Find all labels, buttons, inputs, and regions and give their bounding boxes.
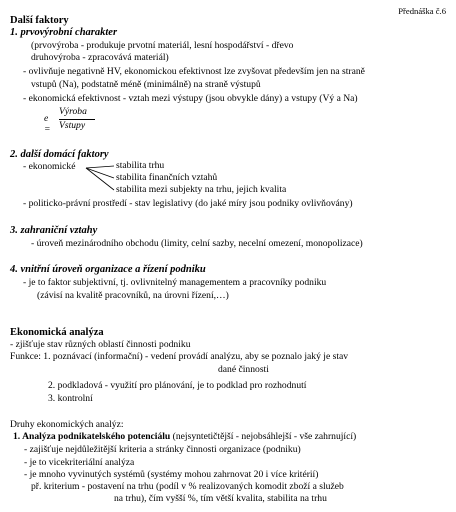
section-3-heading: 3. zahraniční vztahy [10,225,98,236]
page-title: Další faktory [10,15,69,26]
analysis-line: dané činnosti [218,364,269,375]
formula-denominator: Vstupy [59,120,86,131]
section-1-line: druhovýroba - zpracovává materiál) [31,52,169,63]
type-1-bullet: na trhu), čím vyšší %, tím větší kvalita, stabilita na trhu [114,493,327,504]
type-1 [13,432,356,443]
sub-item: stabilita finančních vztahů [116,172,218,183]
section-3-item: - úroveň mezinárodního obchodu (limity, celní sazby, necelní omezení, monopolizace) [31,238,363,249]
sub-item: stabilita trhu [116,160,165,171]
types-intro: Druhy ekonomických analýz: [10,419,124,430]
section-4-line: - je to faktor subjektivní, tj. ovlivnitelný managementem a pracovníky podniku [23,277,327,288]
analysis-line: 2. podkladová - využití pro plánování, je to podklad pro rozhodnutí [48,380,307,391]
lecture-number: Přednáška č.6 [398,6,446,16]
section-1-line: vstupů (Na), podstatně méně (minimálně) na straně výstupů [31,79,261,90]
sub-item: stabilita mezi subjekty na trhu, jejich kvalita [116,184,287,195]
section-2-item: - ekonomické [23,161,76,172]
section-1-line: (prvovýroba - produkuje prvotní materiál, lesní hospodářství - dřevo [31,40,294,51]
type-1-bullet: - je mnoho vyvinutých systémů (systémy mohou zahrnovat 20 i více kritérií) [24,469,319,480]
formula-lhs: e = [44,113,51,135]
section-2-item: - politicko-právní prostředí - stav legislativy (do jaké míry jsou podniky ovlivňovány) [23,198,353,209]
type-1-bullet: - zajišťuje nejdůležitější kriteria a stránky činnosti organizace (podniku) [24,444,301,455]
section-4-line: (závisí na kvalitě pracovníků, na úrovni řízení,…) [37,290,229,301]
analysis-line: 3. kontrolní [48,393,93,404]
type-1-bullet: př. kriterium - postavení na trhu (podíl v % realizovaných komodit zboží a služeb [31,481,344,492]
analysis-line: - zjišťuje stav různých oblastí činnosti podniku [10,339,191,350]
section-2-heading: 2. další domácí faktory [10,149,109,160]
section-1-line: - ekonomická efektivnost - vztah mezi výstupy (jsou obvykle dány) a vstupy (Vý a Na) [23,93,358,104]
section-4-heading: 4. vnitřní úroveň organizace a řízení podniku [10,264,206,275]
analysis-heading: Ekonomická analýza [10,327,104,338]
type-1-bullet: - je to vicekriteriální analýza [24,457,135,468]
formula-numerator: Výroba [59,106,87,117]
analysis-line: Funkce: 1. poznávací (informační) - vedení provádí analýzu, aby se poznalo jaký je stav [10,351,349,362]
section-1-heading: 1. prvovýrobní charakter [10,27,118,38]
type-1-label: 1. Analýza podnikatelského potenciálu [13,431,171,442]
type-1-note: (nejsyntetičtější - nejobsáhlejší - vše zahrnující) [170,431,357,442]
section-1-line: - ovlivňuje negativně HV, ekonomickou efektivnost lze zvyšovat především jen na straně [23,66,365,77]
